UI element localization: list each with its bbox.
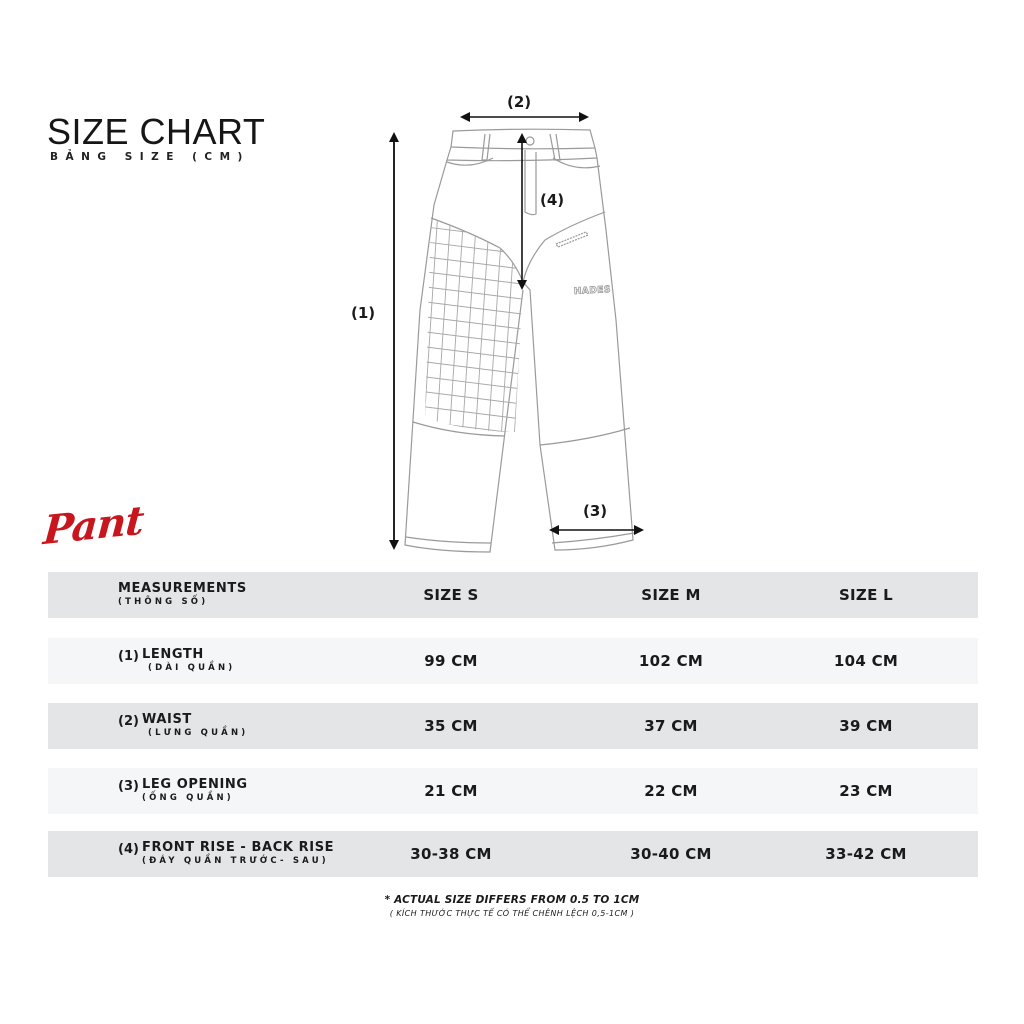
table-row xyxy=(48,638,978,684)
footnote-vietnamese: ( KÍCH THƯỚC THỰC TẾ CÓ THỂ CHÊNH LỆCH 0,5-1CM ) xyxy=(389,909,635,918)
pants-illustration xyxy=(330,80,670,560)
dimension-label-length: (1) xyxy=(351,304,376,322)
svg-text:HADES: HADES xyxy=(573,285,612,297)
value-size-l: 33-42 CM xyxy=(825,845,907,863)
header-size-m: SIZE M xyxy=(641,586,701,604)
product-label: Pant xyxy=(41,496,145,555)
row-number: (3) xyxy=(118,779,139,794)
row-number: (4) xyxy=(118,842,139,857)
row-label: WAIST (LƯNG QUẦN) xyxy=(142,712,249,738)
table-header-row xyxy=(48,572,978,618)
dimension-label-rise: (4) xyxy=(540,191,565,209)
header-size-l: SIZE L xyxy=(838,586,894,604)
value-size-m: 102 CM xyxy=(638,652,704,670)
value-size-l: 23 CM xyxy=(839,782,893,800)
table-row xyxy=(48,768,978,814)
row-label: LENGTH (DÀI QUẦN) xyxy=(142,647,236,673)
page-subtitle: BẢNG SIZE (CM) xyxy=(50,151,250,163)
value-size-m: 22 CM xyxy=(644,782,698,800)
value-size-s: 30-38 CM xyxy=(410,845,492,863)
value-size-m: 37 CM xyxy=(644,717,698,735)
row-label: FRONT RISE - BACK RISE (ĐÁY QUẦN TRƯỚC- SAU) xyxy=(142,840,335,866)
dimension-label-waist: (2) xyxy=(507,93,532,111)
row-number: (2) xyxy=(118,714,139,729)
row-label: LEG OPENING (ỐNG QUẦN) xyxy=(142,777,248,803)
pants-drawing xyxy=(330,80,670,560)
value-size-l: 39 CM xyxy=(839,717,893,735)
value-size-s: 99 CM xyxy=(424,652,478,670)
table-row xyxy=(48,831,978,877)
value-size-s: 35 CM xyxy=(424,717,478,735)
value-size-m: 30-40 CM xyxy=(630,845,712,863)
table-row xyxy=(48,703,978,749)
dimension-label-leg-opening: (3) xyxy=(583,502,608,520)
header-size-s: SIZE S xyxy=(423,586,479,604)
row-number: (1) xyxy=(118,649,139,664)
footnote-english: * ACTUAL SIZE DIFFERS FROM 0.5 TO 1CM xyxy=(384,894,640,906)
value-size-s: 21 CM xyxy=(424,782,478,800)
page-title: SIZE CHART xyxy=(47,111,266,152)
value-size-l: 104 CM xyxy=(833,652,899,670)
header-measurements: MEASUREMENTS (THÔNG SỐ) xyxy=(118,581,247,607)
